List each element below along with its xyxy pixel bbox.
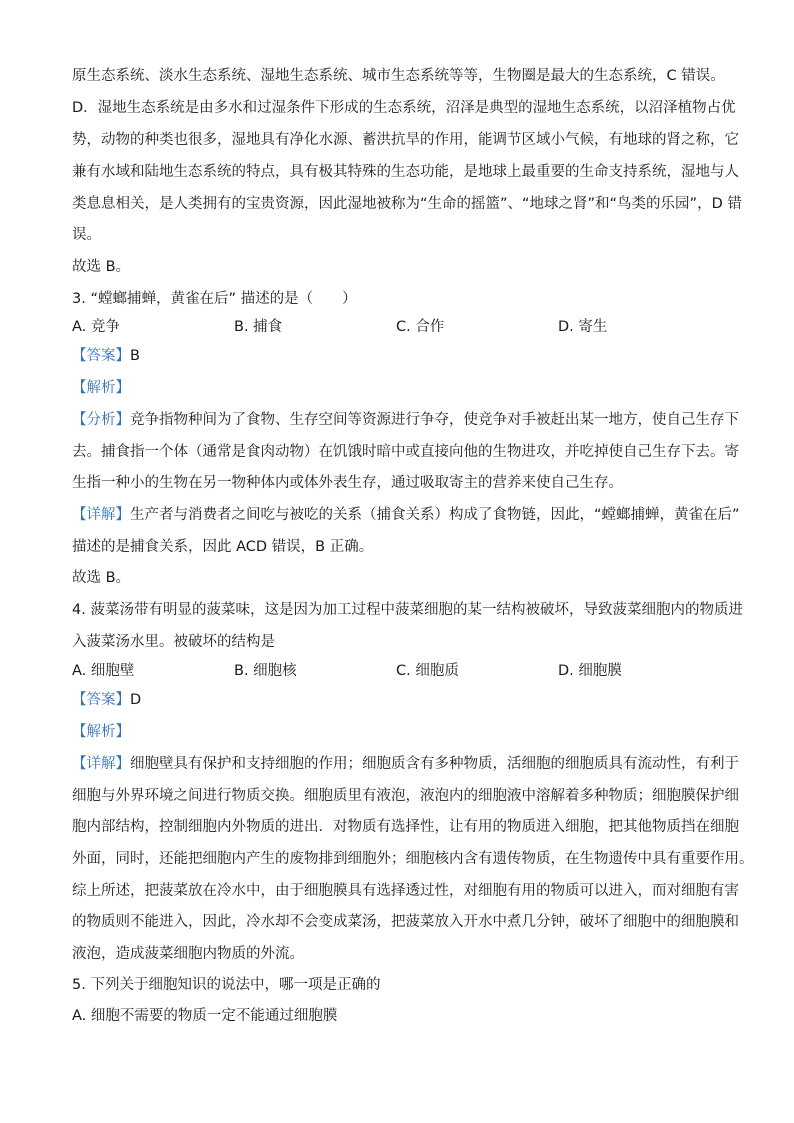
q3-answer: B <box>130 348 140 364</box>
xiangjie-tag: 【详解】 <box>72 507 130 523</box>
q3-xiangjie-line-2: 描述的是捕食关系，因此 ACD 错误，B 正确。 <box>72 539 374 555</box>
q3-xiangjie-line-1 <box>72 505 740 525</box>
q2-option-d-line-2: 势，动物的种类也很多，湿地具有净化水源、蓄洪抗旱的作用，能调节区域小气候，有地球的肾之称，它 <box>72 132 739 148</box>
q4-option-a: A. 细胞壁 <box>72 663 135 679</box>
q4-analysis-tag <box>72 722 130 742</box>
fenxi-tag: 【分析】 <box>72 412 130 428</box>
q4-option-c: C. 细胞质 <box>396 663 459 679</box>
q3-fenxi-text-1: 竞争指物种间为了食物、生存空间等资源进行争夺，使竞争对手被赶出某一地方，使自己生存下 <box>130 412 739 428</box>
q4-xiangjie-line-7: 液泡，造成菠菜细胞内物质的外流。 <box>72 946 304 962</box>
q4-xiangjie-line-4: 外面，同时，还能把细胞内产生的废物排到细胞外；细胞核内含有遗传物质，在生物遗传中具有重要作用。 <box>72 851 754 867</box>
q2-text-line-1: 原生态系统、淡水生态系统、湿地生态系统、城市生态系统等等，生物圈是最大的生态系统，C 错误。 <box>72 68 725 84</box>
q5-stem: 5. 下列关于细胞知识的说法中，哪一项是正确的 <box>72 977 381 993</box>
q4-stem-line-1: 4. 菠菜汤带有明显的菠菜味，这是因为加工过程中菠菜细胞的某一结构被破坏，导致菠菜细胞内的物质进 <box>72 602 743 618</box>
q4-xiangjie-line-6: 的物质则不能进入，因此，冷水却不会变成菜汤，把菠菜放入开水中煮几分钟，破坏了细胞中的细胞膜和 <box>72 914 739 930</box>
q3-fenxi-line-3: 生指一种小的生物在另一物种体内或体外表生存，通过吸取寄主的营养来使自己生存。 <box>72 475 623 491</box>
q4-xiangjie-line-2: 细胞与外界环境之间进行物质交换。细胞质里有液泡，液泡内的细胞液中溶解着多种物质；细胞膜保护细 <box>72 788 739 804</box>
q3-stem: 3. “螳螂捕蝉，黄雀在后” 描述的是（ ） <box>72 291 357 307</box>
q3-option-d: D. 寄生 <box>558 319 608 335</box>
q3-fenxi-line-2: 去。捕食指一个体（通常是食肉动物）在饥饿时暗中或直接向他的生物进攻，并吃掉使自己生存下去。寄 <box>72 444 739 460</box>
xiangjie-tag: 【详解】 <box>72 756 130 772</box>
q3-answer-line <box>72 346 140 366</box>
q5-option-a: A. 细胞不需要的物质一定不能通过细胞膜 <box>72 1008 338 1024</box>
answer-tag: 【答案】 <box>72 348 130 364</box>
q4-answer: D <box>130 692 142 708</box>
q4-stem-line-2: 入菠菜汤水里。被破坏的结构是 <box>72 634 275 650</box>
q2-option-d-line-5: 误。 <box>72 227 101 243</box>
analysis-tag: 【解析】 <box>72 380 130 396</box>
q2-option-d-line-1: D．湿地生态系统是由多水和过湿条件下形成的生态系统，沼泽是典型的湿地生态系统，以沼泽植物占优 <box>72 100 736 116</box>
q2-option-d-line-3: 兼有水域和陆地生态系统的特点，具有极其特殊的生态功能，是地球上最重要的生命支持系统，湿地与人 <box>72 164 739 180</box>
q3-xiangjie-text-1: 生产者与消费者之间吃与被吃的关系（捕食关系）构成了食物链，因此，“螳螂捕蝉，黄雀在后” <box>130 507 740 523</box>
q2-conclusion: 故选 B。 <box>72 259 131 275</box>
answer-tag: 【答案】 <box>72 692 130 708</box>
q4-option-b: B. 细胞核 <box>234 663 297 679</box>
q4-option-d: D. 细胞膜 <box>558 663 622 679</box>
q3-analysis-tag <box>72 378 130 398</box>
q4-xiangjie-text-1: 细胞壁具有保护和支持细胞的作用；细胞质含有多种物质，活细胞的细胞质具有流动性，有利于 <box>130 756 739 772</box>
q3-fenxi-line-1 <box>72 410 739 430</box>
q4-xiangjie-line-3: 胞内部结构，控制细胞内外物质的进出．对物质有选择性，让有用的物质进入细胞，把其他物质挡在细胞 <box>72 819 739 835</box>
q4-xiangjie-line-1 <box>72 754 739 774</box>
q3-option-c: C. 合作 <box>396 319 445 335</box>
analysis-tag: 【解析】 <box>72 724 130 740</box>
q4-answer-line <box>72 690 141 710</box>
q3-option-a: A. 竞争 <box>72 319 120 335</box>
q3-conclusion: 故选 B。 <box>72 570 131 586</box>
q2-option-d-line-4: 类息息相关，是人类拥有的宝贵资源，因此湿地被称为“生命的摇篮”、“地球之肾”和“鸟类的乐园”，D 错 <box>72 196 742 212</box>
q4-xiangjie-line-5: 综上所述，把菠菜放在冷水中，由于细胞膜具有选择透过性，对细胞有用的物质可以进入，而对细胞有害 <box>72 883 739 899</box>
q3-option-b: B. 捕食 <box>234 319 283 335</box>
